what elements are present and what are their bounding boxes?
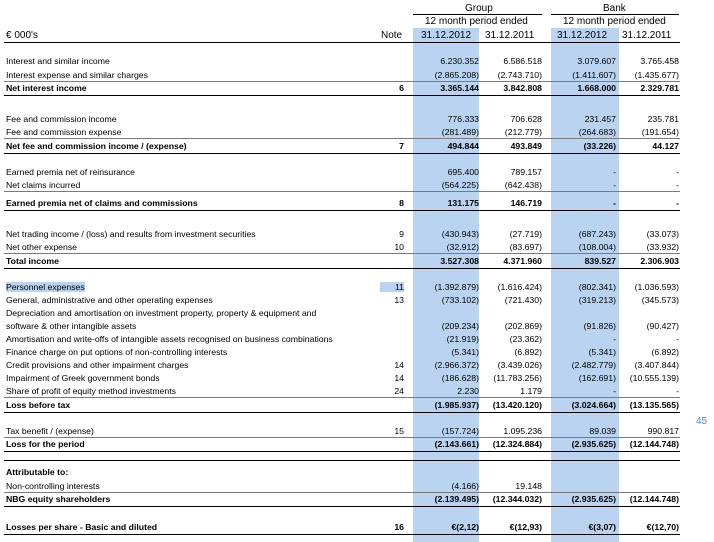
bank-2012-value: (2.482.779) xyxy=(571,360,616,370)
bank-2012-value: - xyxy=(613,198,616,208)
group-2012-value: (2.143.661) xyxy=(434,439,479,449)
group-2012-value: 776.333 xyxy=(447,114,479,124)
group-2012-value: (733.102) xyxy=(441,295,479,305)
bank-2012-value: (264.683) xyxy=(578,127,616,137)
row-rule xyxy=(4,95,680,96)
group-2012-value: (186.628) xyxy=(441,373,479,383)
bank-2012-value: - xyxy=(613,180,616,190)
subtotal-rule xyxy=(4,397,680,398)
bank-2012-value: (1.411.607) xyxy=(572,70,616,80)
subtotal-rule xyxy=(4,253,680,254)
group-2011-value: (721.430) xyxy=(504,295,542,305)
bank-2011-value: 990.817 xyxy=(647,426,679,436)
page-number: 45 xyxy=(696,416,708,427)
row-note: 7 xyxy=(399,141,404,151)
bank-2011-value: (3.407.844) xyxy=(634,360,679,370)
group-2012-value: 131.175 xyxy=(447,198,479,208)
row-label: Interest expense and similar charges xyxy=(6,70,148,80)
group-2012-value: 3.527.308 xyxy=(440,256,479,266)
group-2011-value: (83.697) xyxy=(509,242,542,252)
group-2012-value: 3.365.144 xyxy=(440,83,479,93)
bank-2011-value: (13.135.565) xyxy=(629,400,679,410)
bank-2011-value: (345.573) xyxy=(641,295,679,305)
bank-2011-value: 2.306.903 xyxy=(640,256,679,266)
bank-2012-value: (687.243) xyxy=(578,229,616,239)
bank-2012-value: €(3,07) xyxy=(588,522,616,532)
row-note: 16 xyxy=(394,522,404,532)
group-2012-value: 6.230.352 xyxy=(440,56,479,66)
group-2011-value: 3.842.808 xyxy=(503,83,542,93)
group-2011-value: (6.892) xyxy=(514,347,542,357)
group-2011-header: 31.12.2011 xyxy=(485,30,535,41)
bank-2012-value: 1.668.000 xyxy=(577,83,616,93)
row-note: 8 xyxy=(399,198,404,208)
bank-2012-value: (3.024.664) xyxy=(571,400,616,410)
row-label: software & other intangible assets xyxy=(6,321,137,331)
bank-2012-value: (162.691) xyxy=(578,373,616,383)
note-header: Note xyxy=(381,30,403,41)
bank-2012-value: 89.039 xyxy=(589,426,616,436)
group-2012-value: (2.966.372) xyxy=(434,360,479,370)
group-period: 12 month period ended xyxy=(425,16,528,27)
header-bottom-rule xyxy=(4,42,680,43)
group-2012-header: 31.12.2012 xyxy=(421,30,472,41)
bank-2011-value: (1.435.677) xyxy=(634,70,679,80)
group-2011-value: (12.324.884) xyxy=(492,439,542,449)
row-label: Tax benefit / (expense) xyxy=(6,426,94,436)
bank-2011-value: 3.765.458 xyxy=(640,56,679,66)
subtotal-rule xyxy=(4,138,680,139)
row-rule xyxy=(4,210,680,211)
group-2011-value: €(12,93) xyxy=(509,522,542,532)
bank-2012-value: (91.826) xyxy=(583,321,616,331)
group-2011-value: (27.719) xyxy=(509,229,542,239)
row-rule xyxy=(4,534,680,535)
row-label: Fee and commission expense xyxy=(6,127,122,137)
row-label: General, administrative and other operating expenses xyxy=(6,295,213,305)
row-label: Share of profit of equity method investments xyxy=(6,386,176,396)
bank-2011-value: - xyxy=(676,180,679,190)
bank-2011-value: (10.555.139) xyxy=(629,373,679,383)
group-2011-value: 1.179 xyxy=(520,386,542,396)
group-2011-value: 493.849 xyxy=(510,141,542,151)
row-label: Earned premia net of claims and commissions xyxy=(6,198,198,208)
group-2012-value: (209.234) xyxy=(441,321,479,331)
group-2011-value: 6.586.518 xyxy=(503,56,542,66)
subtotal-rule xyxy=(4,81,680,82)
bank-2012-value: 231.457 xyxy=(584,114,616,124)
bank-header: Bank xyxy=(603,3,626,14)
bank-2011-value: (33.073) xyxy=(646,229,679,239)
bank-2012-value: - xyxy=(613,167,616,177)
group-2011-value: (1.616.424) xyxy=(497,282,542,292)
row-note: 11 xyxy=(380,282,404,292)
currency-label: € 000's xyxy=(6,30,38,41)
group-2011-value: 789.157 xyxy=(510,167,542,177)
bank-2011-value: - xyxy=(676,386,679,396)
bank-2011-value: - xyxy=(676,167,679,177)
bank-header-rule xyxy=(551,14,679,15)
row-label: Net other expense xyxy=(6,242,77,252)
bank-2011-value: - xyxy=(676,334,679,344)
bank-2012-value: 839.527 xyxy=(584,256,616,266)
group-2011-value: (202.869) xyxy=(504,321,542,331)
group-2012-value: (430.943) xyxy=(441,229,479,239)
bank-2012-value: - xyxy=(613,334,616,344)
row-rule xyxy=(4,268,680,269)
row-label: Net trading income / (loss) and results from investment securities xyxy=(6,229,256,239)
group-2012-value: 494.844 xyxy=(447,141,479,151)
row-label: Depreciation and amortisation on investment property, property & equipment and xyxy=(6,308,317,318)
subtotal-rule xyxy=(4,191,680,192)
row-note: 14 xyxy=(394,373,404,383)
bank-2011-value: (12.144.748) xyxy=(629,439,679,449)
row-note: 6 xyxy=(399,83,404,93)
group-2011-value: (2.743.710) xyxy=(497,70,542,80)
group-2012-value: €(2,12) xyxy=(451,522,479,532)
bank-2011-value: - xyxy=(676,198,679,208)
row-label: Earned premia net of reinsurance xyxy=(6,167,135,177)
row-label: NBG equity shareholders xyxy=(6,494,111,504)
group-2011-value: (23.362) xyxy=(509,334,542,344)
group-2011-value: 706.628 xyxy=(510,114,542,124)
row-label: Credit provisions and other impairment charges xyxy=(6,360,189,370)
bank-2011-value: (1.036.593) xyxy=(634,282,679,292)
row-label: Amortisation and write-offs of intangible assets recognised on business combinations xyxy=(6,334,333,344)
bank-2012-value: (33.226) xyxy=(583,141,616,151)
bank-2011-value: (33.932) xyxy=(646,242,679,252)
row-label: Interest and similar income xyxy=(6,56,110,66)
bank-2012-value: (802.341) xyxy=(578,282,616,292)
row-label: Non-controlling interests xyxy=(6,481,100,491)
group-header: Group xyxy=(465,3,493,14)
group-2011-value: (12.344.032) xyxy=(492,494,542,504)
row-label: Total income xyxy=(6,256,59,266)
row-note: 14 xyxy=(394,360,404,370)
bank-period: 12 month period ended xyxy=(563,16,666,27)
group-2012-value: 2.230 xyxy=(457,386,479,396)
row-label: Finance charge on put options of non-controlling interests xyxy=(6,347,228,357)
row-note: 9 xyxy=(399,229,404,239)
bank-2012-value: (319.213) xyxy=(578,295,616,305)
subtotal-rule xyxy=(4,437,680,438)
group-2011-value: (642.438) xyxy=(504,180,542,190)
row-label: Net claims incurred xyxy=(6,180,81,190)
bank-2011-value: €(12,70) xyxy=(646,522,679,532)
group-2012-value: (1.985.937) xyxy=(434,400,479,410)
bank-2012-value: 3.079.607 xyxy=(577,56,616,66)
bank-2012-header: 31.12.2012 xyxy=(557,30,608,41)
bank-2012-value: (108.004) xyxy=(578,242,616,252)
group-2011-value: 4.371.960 xyxy=(503,256,542,266)
row-label: Net fee and commission income / (expense) xyxy=(6,141,187,151)
bank-2012-value: (2.935.625) xyxy=(571,494,616,504)
row-rule xyxy=(4,153,680,154)
bank-2011-value: (90.427) xyxy=(646,321,679,331)
group-header-rule xyxy=(413,14,542,15)
row-note: 10 xyxy=(394,242,404,252)
row-rule xyxy=(4,451,680,452)
bank-2012-value: (5.341) xyxy=(588,347,616,357)
row-rule xyxy=(4,412,680,413)
group-2011-value: 19.148 xyxy=(515,481,542,491)
group-2012-value: 695.400 xyxy=(447,167,479,177)
bank-2012-value: (2.935.625) xyxy=(571,439,616,449)
group-2012-value: (2.139.495) xyxy=(434,494,479,504)
bank-2011-value: (191.654) xyxy=(641,127,679,137)
bank-2012-value: - xyxy=(613,386,616,396)
group-2011-value: (3.439.026) xyxy=(497,360,542,370)
row-label: Loss for the period xyxy=(6,439,85,449)
row-label: Loss before tax xyxy=(6,400,71,410)
group-2012-value: (157.724) xyxy=(441,426,479,436)
group-2012-value: (4.166) xyxy=(451,481,479,491)
group-2012-value: (1.392.879) xyxy=(434,282,479,292)
group-2011-value: 146.719 xyxy=(510,198,542,208)
row-note: 13 xyxy=(394,295,404,305)
group-2011-value: (11.783.256) xyxy=(493,373,542,383)
group-2012-value: (32.912) xyxy=(446,242,479,252)
bank-2011-value: 2.329.781 xyxy=(640,83,679,93)
bank-2011-value: (6.892) xyxy=(651,347,679,357)
row-label: Personnel expenses xyxy=(6,282,85,292)
row-label: Net interest income xyxy=(6,83,87,93)
bank-2011-value: 44.127 xyxy=(652,141,679,151)
row-label: Impairment of Greek government bonds xyxy=(6,373,160,383)
row-note: 24 xyxy=(394,386,404,396)
row-label: Attributable to: xyxy=(6,467,69,477)
group-2011-value: (212.779) xyxy=(504,127,542,137)
group-2012-value: (2.865.208) xyxy=(434,70,479,80)
group-2012-value: (564.225) xyxy=(441,180,479,190)
row-label: Losses per share - Basic and diluted xyxy=(6,522,158,532)
group-2012-value: (5.341) xyxy=(451,347,479,357)
bank-2011-header: 31.12.2011 xyxy=(622,30,672,41)
subtotal-rule xyxy=(4,492,680,493)
group-2011-value: 1.095.236 xyxy=(503,426,542,436)
group-2012-value: (281.489) xyxy=(441,127,479,137)
row-rule xyxy=(4,506,680,507)
section-rule xyxy=(4,460,680,461)
bank-2011-value: (12.144.748) xyxy=(629,494,679,504)
group-2011-value: (13.420.120) xyxy=(492,400,542,410)
group-2012-value: (21.919) xyxy=(446,334,479,344)
bank-2011-value: 235.781 xyxy=(647,114,679,124)
row-note: 15 xyxy=(394,426,404,436)
row-label: Fee and commission income xyxy=(6,114,117,124)
